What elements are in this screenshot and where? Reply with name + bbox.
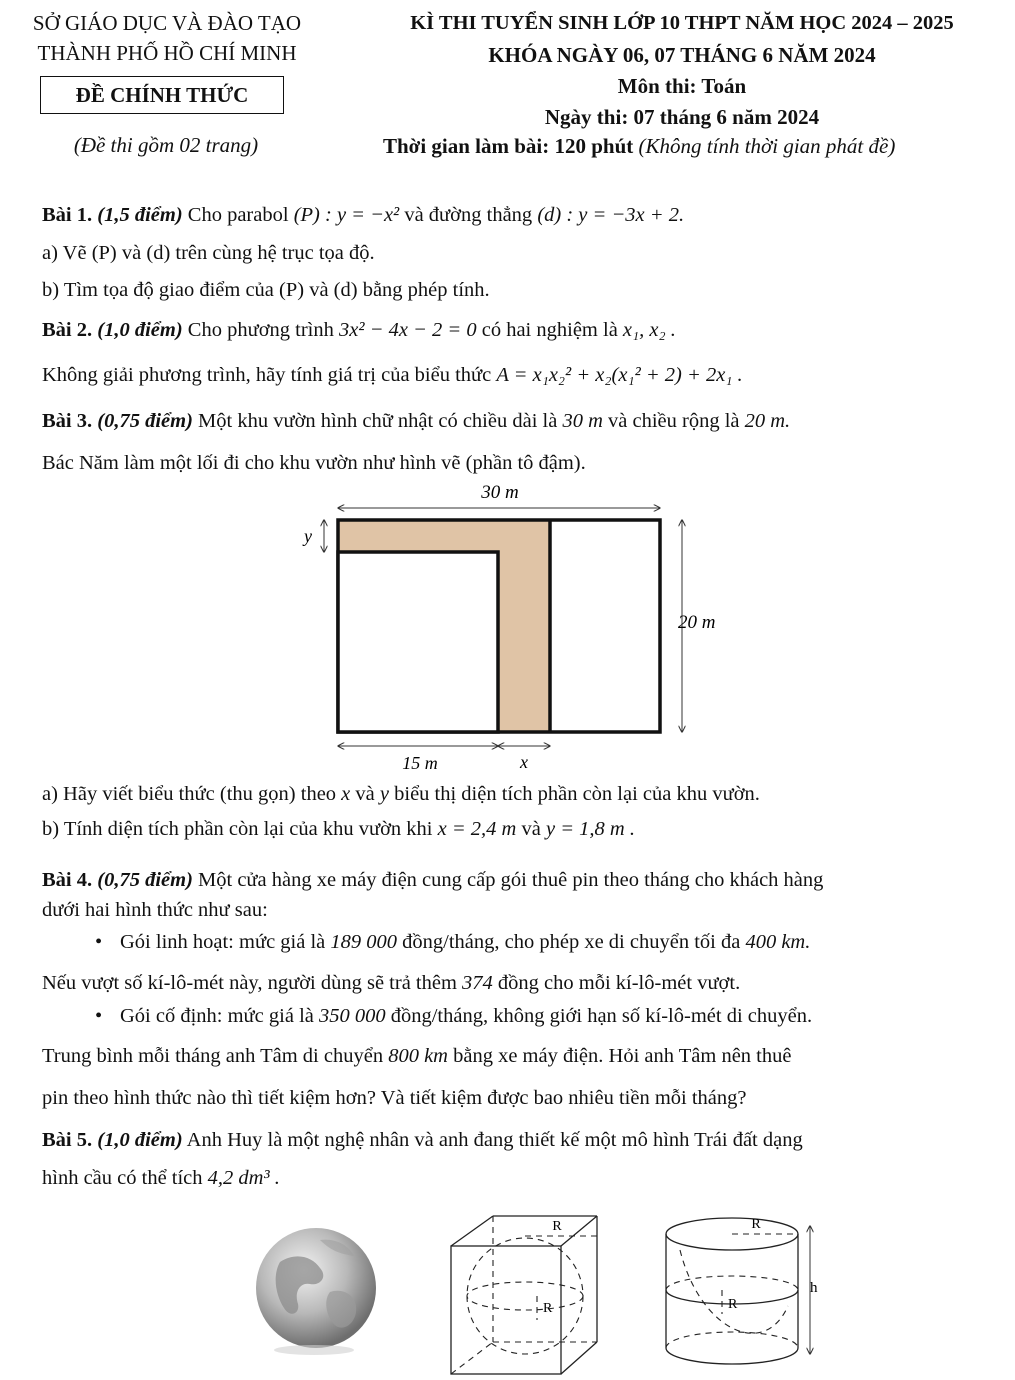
bai4-statement	[42, 867, 823, 893]
duration-note: (Không tính thời gian phát đề)	[638, 134, 896, 158]
bai3-statement	[42, 408, 790, 434]
bai2-intro: Cho phương trình	[187, 319, 334, 341]
bai3-points: (0,75 điểm)	[97, 410, 193, 432]
bai2-statement	[42, 317, 676, 343]
cylinder-with-sphere-figure	[660, 1210, 830, 1380]
cylinder-middle-back	[666, 1276, 798, 1290]
bai4-b1-b: đồng/tháng, cho phép xe di chuyển tối đa	[402, 931, 741, 953]
bai3-a-x: x	[341, 783, 351, 805]
bai4-line3	[42, 970, 740, 996]
bai3-a-rest: biểu thị diện tích phần còn lại của khu vườn.	[394, 783, 760, 805]
right-dimension-label: 20 m	[678, 612, 716, 633]
bai4-line4	[42, 1043, 791, 1069]
bai4-b1-km: 400 km.	[745, 931, 811, 953]
bai2-equation: 3x² − 4x − 2 = 0	[339, 319, 477, 341]
bottom-left-dimension-label: 15 m	[402, 753, 438, 773]
cube-radius-top-label: R	[552, 1219, 562, 1234]
bai3-a-y: y	[379, 783, 389, 805]
bai2-points: (1,0 điểm)	[97, 319, 183, 341]
bai5-statement	[42, 1127, 803, 1153]
left-plot	[338, 552, 498, 732]
bai3-line2: Bác Năm làm một lối đi cho khu vườn như hình vẽ (phần tô đậm).	[42, 452, 586, 474]
bai3-b-x: x = 2,4 m	[437, 818, 517, 840]
globe-image	[250, 1222, 386, 1358]
top-dimension-label: 30 m	[481, 482, 519, 503]
bai1-part-b: b) Tìm tọa độ giao điểm của (P) và (d) bằng phép tính.	[42, 279, 490, 301]
bai4-b2-a: Gói cố định: mức giá là	[120, 1005, 314, 1027]
bai4-line2: dưới hai hình thức như sau:	[42, 899, 268, 921]
bai3-part-b	[42, 816, 635, 842]
bai2-line2	[42, 362, 743, 388]
globe-sphere	[256, 1228, 376, 1348]
exam-day: Ngày thi: 07 tháng 6 năm 2024	[544, 105, 820, 129]
bai2-line2-text: Không giải phương trình, hãy tính giá trị của biểu thức	[42, 364, 492, 386]
bai5-label: Bài 5.	[42, 1129, 93, 1151]
bai1-and-line: và đường thẳng	[404, 204, 533, 226]
bai4-b2-b: đồng/tháng, không giới hạn số kí-lô-mét di chuyển.	[390, 1005, 813, 1027]
department-line-2: THÀNH PHỐ HỒ CHÍ MINH	[37, 41, 297, 65]
bai2-roots: x₁, x₂ .	[622, 319, 676, 341]
bai2-label: Bài 2.	[42, 319, 93, 341]
bai4-points: (0,75 điểm)	[97, 869, 193, 891]
bai3-a-and: và	[355, 783, 375, 805]
bai4-b1-a: Gói linh hoạt: mức giá là	[120, 931, 326, 953]
bai4-label: Bài 4.	[42, 869, 93, 891]
bai1-intro: Cho parabol	[187, 204, 289, 226]
bai4-bullet-fixed	[120, 1003, 812, 1029]
bai4-line4-b: bằng xe máy điện. Hỏi anh Tâm nên thuê	[453, 1045, 792, 1067]
bai4-bullet-flexible	[120, 929, 810, 955]
sphere-outline	[680, 1250, 788, 1333]
bai1-statement	[42, 202, 684, 228]
bai4-line3-num: 374	[462, 972, 493, 994]
bai1-points: (1,5 điểm)	[97, 204, 183, 226]
cube-edge	[451, 1216, 493, 1246]
official-label: ĐỀ CHÍNH THỨC	[75, 83, 249, 107]
exam-dates: KHÓA NGÀY 06, 07 THÁNG 6 NĂM 2024	[488, 43, 876, 67]
bai5-volume: 4,2 dm³ .	[207, 1167, 280, 1189]
bai4-line1: Một cửa hàng xe máy điện cung cấp gói thuê pin theo tháng cho khách hàng	[198, 869, 824, 891]
bai3-b-text: b) Tính diện tích phần còn lại của khu vườn khi	[42, 818, 433, 840]
bai4-b1-price: 189 000	[330, 931, 398, 953]
cyl-radius-top-label: R	[751, 1217, 761, 1232]
bai4-line4-a: Trung bình mỗi tháng anh Tâm di chuyển	[42, 1045, 384, 1067]
sphere-equator	[467, 1282, 583, 1310]
bai5-points: (1,0 điểm)	[97, 1129, 183, 1151]
duration	[383, 133, 895, 159]
garden-figure	[290, 476, 716, 776]
exam-title: KÌ THI TUYỂN SINH LỚP 10 THPT NĂM HỌC 2024 – 2025	[410, 12, 954, 34]
bai3-b-y: y = 1,8 m .	[545, 818, 635, 840]
y-dimension-label: y	[304, 526, 312, 546]
bai1-line-equation: (d) : y = −3x + 2.	[537, 204, 685, 226]
subject: Môn thi: Toán	[617, 74, 747, 98]
cylinder-height-label: h	[810, 1280, 818, 1296]
pages-note: (Đề thi gồm 02 trang)	[73, 133, 259, 157]
cube-hidden-edge	[451, 1342, 493, 1374]
bai1-part-a: a) Vẽ (P) và (d) trên cùng hệ trục tọa độ.	[42, 242, 375, 264]
bai4-b2-price: 350 000	[318, 1005, 386, 1027]
duration-main: Thời gian làm bài: 120 phút	[383, 134, 634, 158]
cyl-radius-mid-label: R	[728, 1297, 738, 1312]
cylinder-bottom-back	[666, 1332, 798, 1348]
bai3-length: 30 m	[562, 410, 603, 432]
bai1-parabola: (P) : y = −x²	[293, 204, 400, 226]
cube-with-sphere-figure	[445, 1212, 605, 1380]
bai4-line3-a: Nếu vượt số kí-lô-mét này, người dùng sẽ trả thêm	[42, 972, 457, 994]
globe-shadow	[274, 1345, 354, 1355]
bai3-b-and: và	[521, 818, 541, 840]
bai3-line1-b: và chiều rộng là	[608, 410, 740, 432]
cube-edge	[561, 1342, 597, 1374]
bai2-roots-text: có hai nghiệm là	[481, 319, 618, 341]
bai3-line1-a: Một khu vườn hình chữ nhật có chiều dài là	[198, 410, 558, 432]
bai5-line1: Anh Huy là một nghệ nhân và anh đang thiết kế một mô hình Trái đất dạng	[186, 1129, 803, 1151]
bai3-width: 20 m.	[744, 410, 791, 432]
bai3-a-text: a) Hãy viết biểu thức (thu gọn) theo	[42, 783, 337, 805]
cube-edge	[561, 1216, 597, 1246]
bai1-label: Bài 1.	[42, 204, 93, 226]
bai4-line3-b: đồng cho mỗi kí-lô-mét vượt.	[497, 972, 741, 994]
cylinder-bottom-front	[666, 1348, 798, 1364]
bai2-expression: A = x₁x₂² + x₂(x₁² + 2) + 2x₁ .	[496, 364, 743, 386]
bai5-line2	[42, 1165, 280, 1191]
bai4-line5: pin theo hình thức nào thì tiết kiệm hơn? Và tiết kiệm được bao nhiêu tiền mỗi tháng?	[42, 1087, 747, 1109]
bai3-label: Bài 3.	[42, 410, 93, 432]
bai5-line2-a: hình cầu có thể tích	[42, 1167, 203, 1189]
cube-radius-mid-label: R	[543, 1301, 553, 1316]
bai3-part-a	[42, 781, 760, 807]
inscribed-sphere	[467, 1238, 583, 1354]
bai4-line4-km: 800 km	[388, 1045, 448, 1067]
department-line-1: SỞ GIÁO DỤC VÀ ĐÀO TẠO	[32, 11, 302, 35]
bottom-x-dimension-label: x	[520, 752, 528, 772]
